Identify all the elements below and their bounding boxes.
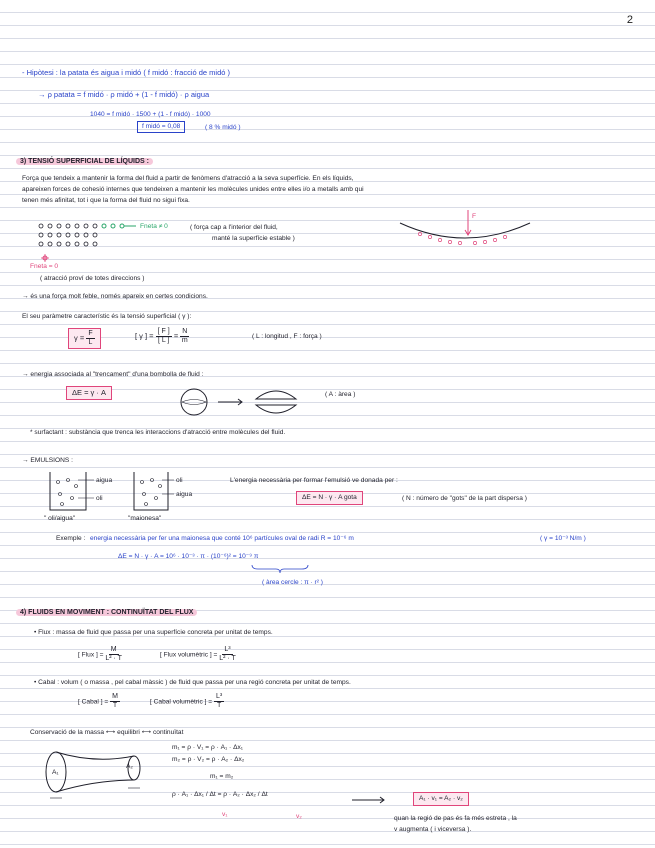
formula-num: F: [88, 330, 93, 337]
mix1-oil-label: oli: [96, 495, 103, 502]
energy-note: ( A : àrea ): [325, 391, 356, 398]
section-4-heading: 4) FLUIDS EN MOVIMENT : CONTINUÏTAT DEL FLUX: [16, 609, 197, 616]
tube-a2-label: A₂: [126, 763, 133, 770]
cabal-vol-lhs: [ Cabal volumètric ] =: [150, 698, 213, 706]
velocity-2-label: v₂: [296, 813, 302, 820]
example-text: energia necessària per fer una maionesa que conté 10⁶ partícules oval de radi R = 10⁻⁶ m: [90, 535, 354, 542]
bubble-breaking-diagram: [180, 385, 310, 425]
fnet-zero-label: Fnetа = 0: [30, 263, 59, 270]
mass-eq-3: m₁ = m₂: [210, 773, 234, 780]
flux-vol-lhs: [ Flux volumètric ] =: [160, 651, 218, 659]
cabal-vol-units: [150, 693, 224, 710]
formula-den: L: [88, 339, 93, 346]
units-num: [ F ]: [157, 328, 170, 335]
emulsions-heading: → EMULSIONS :: [22, 457, 73, 464]
emulsion-energy-sentence: L'energia necessària per formar l'emulsió ve donada per :: [230, 477, 398, 484]
result-note: ( 8 % midó ): [205, 124, 241, 131]
velocity-1-label: v₁: [222, 811, 228, 818]
flux-vol-units: [160, 646, 236, 663]
tension-para-2: apareixen forces de cohesió internes que tendeixen a mantenir les molècules unides entre elles i/o a metalls amb qui: [22, 186, 364, 193]
cabal-units-num: M: [112, 693, 118, 700]
parameter-sentence: El seu paràmetre característic és la tensió superficial ( γ ):: [22, 313, 192, 320]
result-arrow: [350, 795, 390, 805]
cabal-units: [78, 693, 120, 710]
tension-para-3: tenen més afinitat, tot i que la forma del fluid no sigui fixa.: [22, 197, 190, 204]
section-3-heading: 3) TENSIÓ SUPERFICIAL DE LÍQUIDS :: [16, 158, 153, 165]
mix1-caption: " oli/aigua": [44, 515, 76, 522]
flux-vol-num: L³: [224, 646, 231, 653]
flux-units-lhs: [ Flux ] =: [78, 651, 104, 659]
cabal-definition: • Cabal : volum ( o massa , pel cabal màssic ) de fluid que passa per una regió concreta per unitat de temps.: [34, 679, 351, 686]
weak-force-note: → és una força molt feble, només apareix en certes condicions.: [22, 293, 208, 300]
cabal-units-lhs: [ Cabal ] =: [78, 698, 109, 706]
surface-tension-curve-diagram: [400, 208, 530, 253]
area-circle-note: ( àrea cercle : π · r² ): [262, 579, 323, 586]
units-den: [ L ]: [157, 337, 170, 344]
flux-vol-den: L² · T: [219, 655, 236, 662]
tube-a1-label: A₁: [52, 769, 59, 776]
cabal-units-den: T: [112, 702, 118, 709]
mix2-oil-label: oli: [176, 477, 183, 484]
example-gamma: ( γ = 10⁻³ N/m ): [540, 535, 586, 542]
flux-units-num: M: [110, 646, 117, 653]
mass-eq-4: ρ · A₁ · Δx₁ / Δt = ρ · A₂ · Δx₂ / Δt: [172, 791, 268, 798]
units-num-2: N: [182, 328, 188, 335]
emulsion-formula-box: ΔE = N · γ · A gota: [296, 491, 363, 505]
conservation-line: Conservació de la massa ⟷ equilibri ⟷ continuïtat: [30, 729, 184, 736]
conclusion-2: v augmenta ( i viceversa ).: [394, 826, 472, 833]
tension-para-1: Força que tendeix a mantenir la forma del fluid a partir de fenòmens d'atracció a la seva superfície. En els líquids,: [22, 175, 354, 182]
cabal-vol-num: L³: [215, 693, 223, 700]
density-calc: 1040 = f midó · 1500 + (1 - f midó) · 1000: [90, 111, 211, 118]
emulsion-note: ( N : número de "gots" de la part dispersa ): [402, 495, 527, 502]
density-equation: → ρ patata = f midó · ρ midó + (1 - f midó) · ρ aigua: [38, 90, 210, 99]
area-brace: [250, 563, 310, 575]
units-lhs: [ γ ] =: [135, 331, 154, 341]
surface-tension-formula-box: [68, 328, 101, 349]
flux-units-den: L² · T: [105, 655, 122, 662]
mix1-water-label: aigua: [96, 477, 113, 484]
example-calc: ΔE = N · γ · A = 10⁶ · 10⁻³ · π · (10⁻⁶)² = 10⁻⁹ π: [118, 553, 259, 560]
attraction-note: ( atracció proví de totes direccions ): [40, 275, 145, 282]
fnet-desc-2: manté la superfície estable ): [212, 235, 295, 242]
result-box: f midó = 0,08: [137, 121, 185, 133]
fnet-desc-1: ( força cap a l'interior del fluid,: [190, 224, 278, 231]
mix2-water-label: aigua: [176, 491, 193, 498]
units-formula: [135, 328, 189, 345]
continuity-result-box: A₁ · v₁ = A₂ · v₂: [413, 792, 469, 806]
cabal-vol-den: T: [216, 702, 222, 709]
conclusion-1: quan la regió de pas és fa més estreta , la: [394, 815, 517, 822]
surfactant-note: * surfactant : substància que trenca les interaccions d'atracció entre molècules del fluid.: [30, 429, 286, 436]
energy-formula-box: ΔE = γ · A: [66, 386, 112, 400]
mix2-caption: "maionesa": [128, 515, 162, 522]
mass-eq-2: m₂ = ρ · V₂ = ρ · A₂ · Δx₂: [172, 756, 245, 763]
energy-sentence: → energia associada al "trencament" d'una bombolla de fluid :: [22, 371, 204, 378]
units-eq: =: [173, 331, 179, 341]
example-label: Exemple :: [56, 535, 86, 542]
flux-units: [78, 646, 122, 663]
units-den-2: m: [181, 337, 188, 344]
flux-definition: • Flux : massa de fluid que passa per una superfície concreta per unitat de temps.: [34, 629, 273, 636]
force-label: F: [472, 213, 477, 220]
page-number: 2: [626, 14, 633, 26]
mass-eq-1: m₁ = ρ · V₁ = ρ · A₁ · Δx₁: [172, 744, 243, 751]
hypothesis-line: - Hipòtesi : la patata és aigua i midó ( f midó : fracció de midó ): [22, 68, 231, 77]
fnet-nonzero-label: Fnetа ≠ 0: [140, 223, 168, 230]
formula-lhs: γ =: [74, 333, 85, 343]
units-note: ( L : longitud , F : força ): [252, 333, 322, 340]
